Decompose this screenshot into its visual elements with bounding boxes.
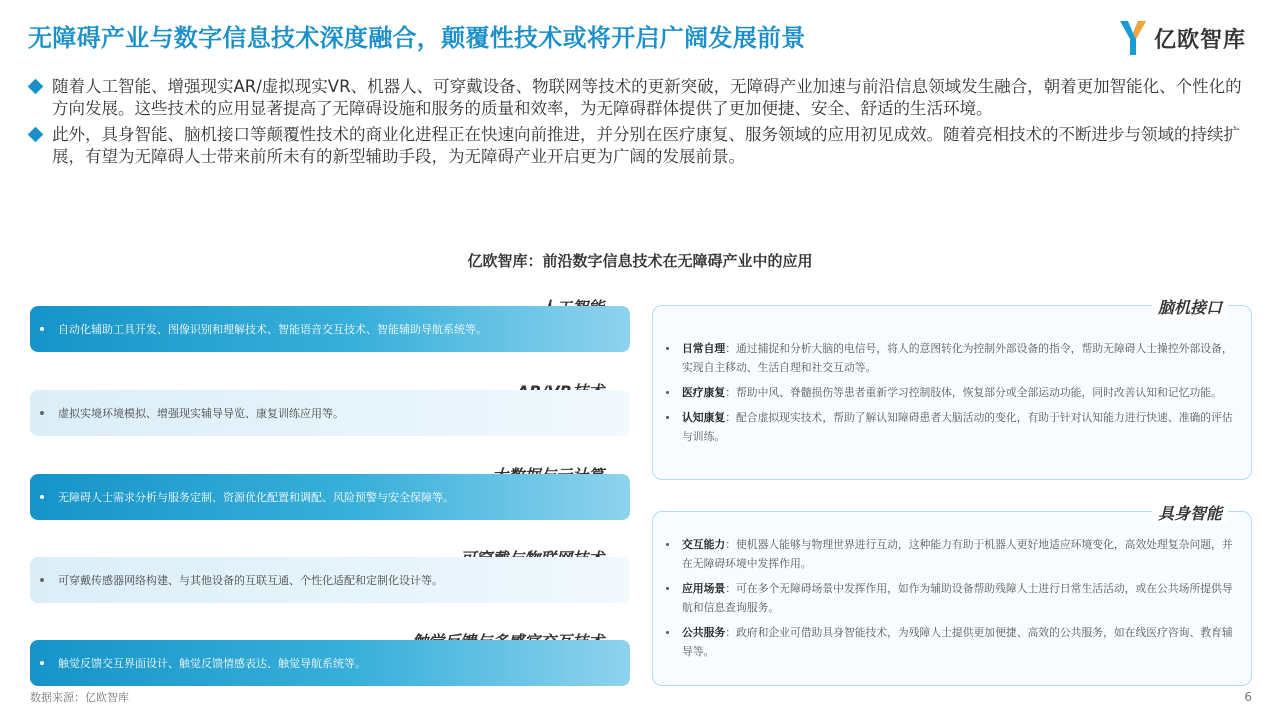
bullet-dot-icon — [40, 327, 44, 331]
category-bar — [30, 557, 630, 603]
figure-subtitle: 亿欧智库：前沿数字信息技术在无障碍产业中的应用 — [467, 252, 813, 270]
panel-title: 具身智能 — [1152, 501, 1228, 524]
panel-items — [666, 535, 1238, 667]
intro-bullet — [28, 124, 1258, 168]
panel-item-desc: ：使机器人能够与物理世界进行互动，这种能力有助于机器人更好地适应环境变化，高效处理复杂问题，并在无障碍环境中发挥作用。 — [682, 538, 1233, 570]
panel-item-desc: ：可在多个无障碍场景中发挥作用，如作为辅助设备帮助残障人士进行日常生活活动，或在公共场所提供导航和信息查询服务。 — [682, 582, 1233, 614]
bullet-dot-icon — [666, 391, 669, 394]
intro-bullet-text: 随着人工智能、增强现实AR/虚拟现实VR、机器人、可穿戴设备、物联网等技术的更新突破，无障碍产业加速与前沿信息领域发生融合，朝着更加智能化、个性化的方向发展。这些技术的应用显著提高了无障碍设施和服务的质量和效率，为无障碍群体提供了更加便捷、安全、舒适的生活环境。 — [52, 77, 1242, 118]
bullet-dot-icon — [666, 631, 669, 634]
category-bar — [30, 474, 630, 520]
panel-embodied-ai — [652, 501, 1252, 687]
data-source-note: 数据来源：亿欧智库 — [30, 691, 129, 704]
panel-items — [666, 339, 1238, 452]
bullet-dot-icon — [666, 416, 669, 419]
bullet-dot-icon — [40, 411, 44, 415]
diamond-bullet-icon — [28, 79, 44, 95]
panel-item-term: 医疗康复 — [682, 386, 726, 399]
bullet-dot-icon — [666, 347, 669, 350]
bullet-dot-icon — [40, 661, 44, 665]
page-title: 无障碍产业与数字信息技术深度融合，颠覆性技术或将开启广阔发展前景 — [28, 24, 806, 52]
panel-item-term: 公共服务 — [682, 626, 726, 639]
panel-item-desc: ：通过捕捉和分析大脑的电信号，将人的意图转化为控制外部设备的指令，帮助无障碍人士操控外部设备，实现自主移动、生活自理和社交互动等。 — [682, 342, 1233, 374]
category-text: 无障碍人士需求分析与服务定制、资源优化配置和调配、风险预警与安全保障等。 — [58, 491, 454, 504]
category-bar — [30, 640, 630, 686]
panel-item-desc: ：帮助中风、脊髓损伤等患者重新学习控制肢体，恢复部分或全部运动功能，同时改善认知和记忆功能。 — [725, 386, 1222, 399]
intro-bullet-text: 此外，具身智能、脑机接口等颠覆性技术的商业化进程正在快速向前推进，并分别在医疗康复、服务领域的应用初见成效。随着亮相技术的不断进步与领域的持续扩展，有望为无障碍人士带来前所未有的新型辅助手段，为无障碍产业开启更为广阔的发展前景。 — [52, 125, 1240, 166]
brand-logo — [1118, 18, 1258, 58]
panel-item-term: 认知康复 — [682, 411, 726, 424]
bullet-dot-icon — [666, 587, 669, 590]
panel-item-desc: ：配合虚拟现实技术，帮助了解认知障碍患者大脑活动的变化，有助于针对认知能力进行快速、准确的评估与训练。 — [682, 411, 1233, 443]
category-bar — [30, 390, 630, 436]
category-ai — [30, 294, 630, 354]
bullet-dot-icon — [40, 495, 44, 499]
category-text: 可穿戴传感器网络构建、与其他设备的互联互通、个性化适配和定制化设计等。 — [58, 574, 443, 587]
logo-text: 亿欧智库 — [1154, 27, 1247, 53]
panel-item — [666, 535, 1238, 573]
category-arvr — [30, 378, 630, 438]
intro-bullet — [28, 76, 1258, 120]
category-wearable-iot — [30, 545, 630, 605]
panel-item-term: 交互能力 — [682, 538, 726, 551]
logo-mark-icon — [1118, 19, 1148, 57]
panel-item — [666, 383, 1238, 402]
panel-bci — [652, 295, 1252, 481]
panel-item — [666, 408, 1238, 446]
category-text: 自动化辅助工具开发、图像识别和理解技术、智能语音交互技术、智能辅助导航系统等。 — [58, 323, 487, 336]
intro-bullets — [28, 76, 1258, 172]
panel-title: 脑机接口 — [1152, 295, 1228, 318]
panel-item — [666, 579, 1238, 617]
category-bar — [30, 306, 630, 352]
diamond-bullet-icon — [28, 127, 44, 143]
panel-item-desc: ：政府和企业可借助具身智能技术，为残障人士提供更加便捷、高效的公共服务，如在线医疗咨询、教育辅导等。 — [682, 626, 1233, 658]
panel-item-term: 日常自理 — [682, 342, 726, 355]
panel-item-term: 应用场景 — [682, 582, 726, 595]
category-haptic-multisensory — [30, 628, 630, 688]
category-bigdata-cloud — [30, 462, 630, 522]
bullet-dot-icon — [666, 543, 669, 546]
page-number: 6 — [1244, 690, 1252, 704]
panel-item — [666, 339, 1238, 377]
panel-item — [666, 623, 1238, 661]
category-text: 触觉反馈交互界面设计、触觉反馈情感表达、触觉导航系统等。 — [58, 657, 366, 670]
bullet-dot-icon — [40, 578, 44, 582]
category-text: 虚拟实境环境模拟、增强现实辅导导览、康复训练应用等。 — [58, 407, 344, 420]
